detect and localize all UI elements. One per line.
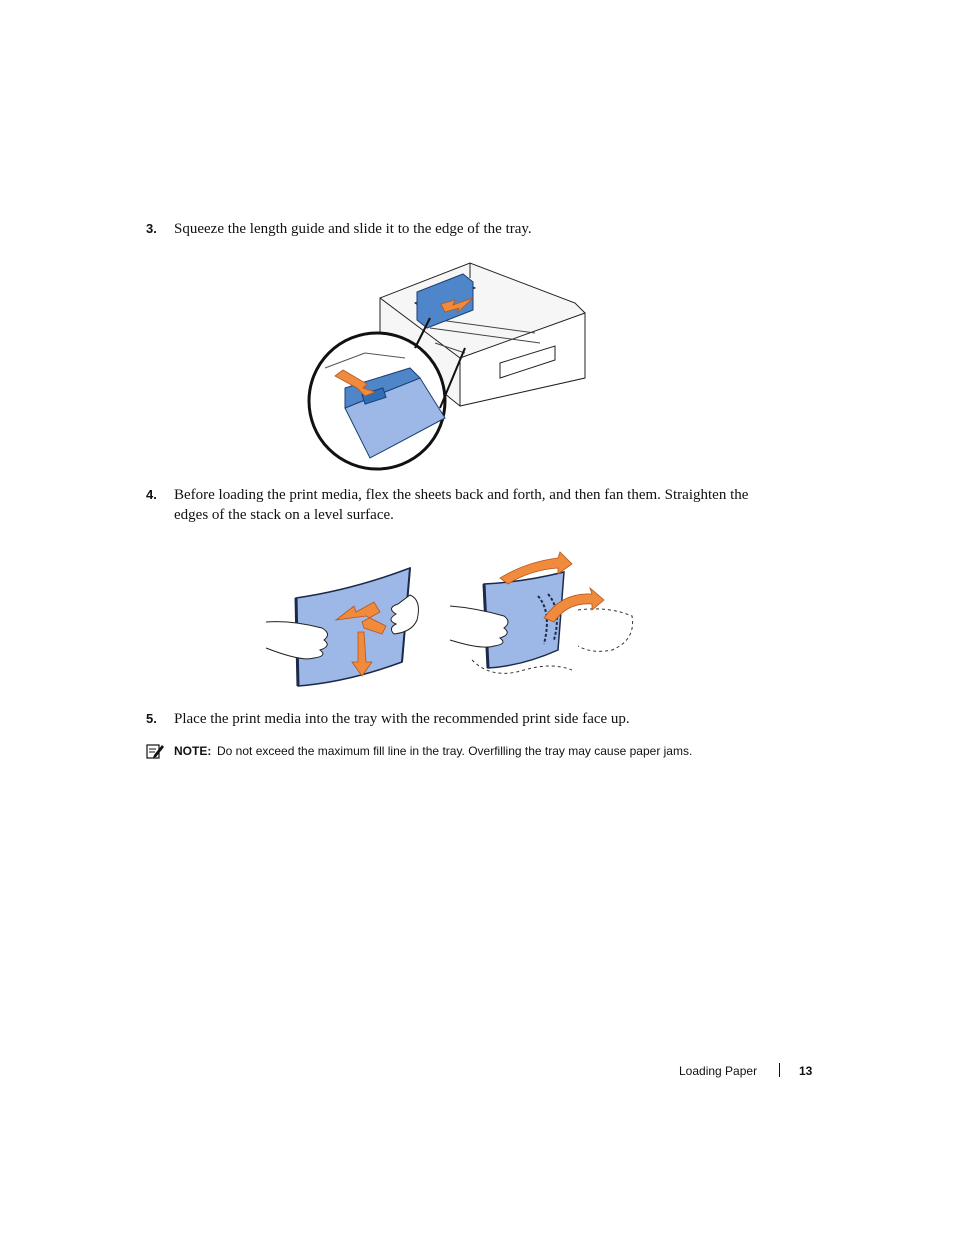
flex-paper-stack <box>266 568 418 686</box>
footer-section-title: Loading Paper <box>679 1064 758 1078</box>
step-number: 4. <box>146 487 157 502</box>
step-text: Squeeze the length guide and slide it to the edge of the tray. <box>174 221 532 237</box>
flex-and-fan-paper-illustration <box>262 550 642 698</box>
footer-divider <box>779 1063 780 1077</box>
page-number: 13 <box>799 1064 813 1078</box>
pencil-note-icon <box>146 742 164 760</box>
step-text: Before loading the print media, flex the sheets back and forth, and then fan them. Straighten the edges of the stack on a level surface. <box>174 487 749 523</box>
note-label: NOTE: <box>174 744 212 758</box>
tray-length-guide-illustration <box>305 258 595 473</box>
step-number: 5. <box>146 711 157 726</box>
note-text: Do not exceed the maximum fill line in the tray. Overfilling the tray may cause paper jams. <box>217 744 693 758</box>
note-callout <box>146 742 786 764</box>
step-number: 3. <box>146 221 157 236</box>
fan-paper-stack <box>450 552 633 673</box>
step-text: Place the print media into the tray with the recommended print side face up. <box>174 711 630 727</box>
